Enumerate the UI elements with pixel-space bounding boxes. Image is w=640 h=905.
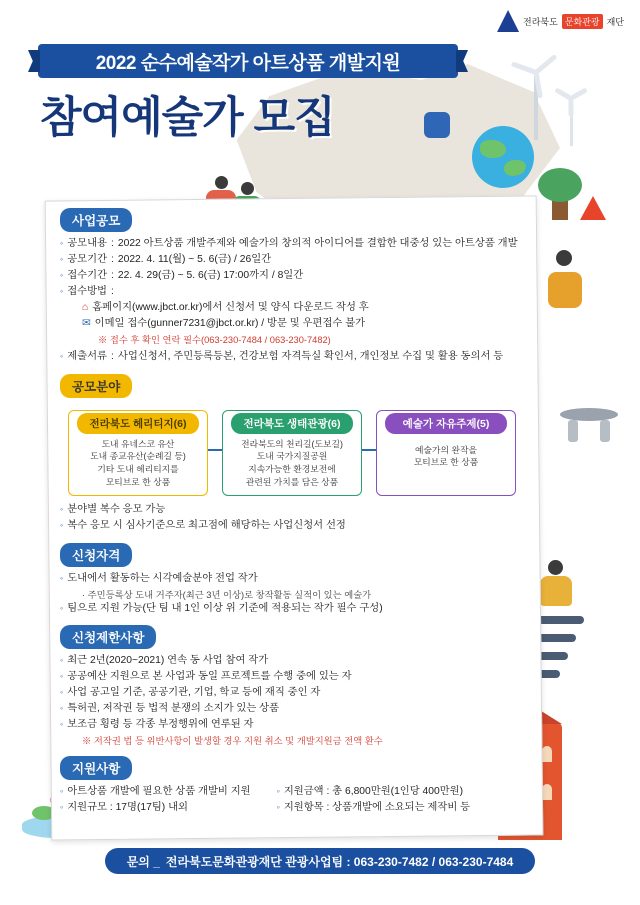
restriction-item-4: [60, 717, 530, 733]
bullet-icon: [60, 518, 63, 533]
restriction-item-2-text: 사업 공고일 기준, 공공기관, 기업, 학교 등에 재직 중인 자: [67, 687, 321, 699]
seated-person-illustration: [538, 560, 574, 620]
support-left-0-text: 아트상품 개발에 필요한 상품 개발비 지원: [67, 786, 251, 798]
sep: :: [111, 269, 114, 281]
bullet-icon: [60, 268, 63, 283]
bullet-icon: [277, 800, 280, 815]
hiker-illustration: [544, 248, 596, 338]
qualification-item-1-text: 팀으로 지원 가능(단 팀 내 1인 이상 위 기준에 적용되는 작가 필수 구성): [67, 602, 383, 614]
bullet-icon: [60, 685, 63, 700]
category-box-heritage: [68, 410, 208, 496]
bullet-icon: [60, 800, 63, 815]
contact-label: 문의 _: [126, 854, 160, 869]
support-column-left: [60, 784, 251, 816]
support-right-0: [277, 784, 470, 800]
bullet-icon: [60, 502, 63, 517]
row-call-content: [60, 236, 530, 252]
section-title-categories: 공모분야: [60, 374, 132, 398]
sep: :: [111, 238, 114, 249]
section-support: [60, 756, 530, 816]
qualification-item-0: [60, 571, 530, 587]
logo-text-3: 재단: [606, 16, 624, 27]
main-content: [60, 208, 530, 833]
category-box-heritage-header: 전라북도 헤리티지(6): [77, 413, 199, 434]
restriction-item-2: [60, 685, 530, 701]
bullet-icon: [60, 236, 63, 251]
submethod-mail: [82, 316, 530, 332]
mail-icon: ✉: [82, 317, 91, 329]
wind-turbine-icon: [534, 70, 538, 140]
row-receipt-period: [60, 268, 530, 284]
value-call-content: 2022 아트상품 개발주제와 예술가의 창의적 아이디어를 결합한 대중성 있는 아트상품 개발: [117, 238, 518, 249]
logo-text-1: 전라북도: [523, 16, 558, 27]
bullet-icon: [60, 669, 63, 684]
section-title-support: 지원사항: [60, 756, 132, 780]
submethod-mail-text: 이메일 접수(gunner7231@jbct.or.kr) / 방문 및 우편접수 불가: [94, 317, 366, 329]
restriction-item-3: [60, 701, 530, 717]
sep: :: [111, 285, 114, 297]
value-call-period: 2022. 4. 11(월) ~ 5. 6(금) / 26일간: [117, 253, 272, 265]
label-documents: 제출서류: [67, 350, 107, 362]
logo-mark-icon: [497, 10, 519, 32]
restriction-item-1-text: 공공예산 지원으로 본 사업과 동일 프로젝트를 수행 중에 있는 자: [67, 671, 352, 683]
wind-turbine-small-icon: [570, 96, 573, 146]
globe-icon: [472, 126, 534, 188]
category-box-ecotour-line-1: 도내 국가지질공원: [256, 451, 328, 462]
category-box-heritage-line-1: 도내 종교유산(순례길 등): [90, 451, 186, 462]
category-note-0-text: 분야별 복수 응모 가능: [67, 503, 166, 515]
organization-logo: [497, 10, 624, 32]
submethod-home-text: 홈페이지(www.jbct.or.kr)에서 신청서 및 양식 다운로드 작성 후: [92, 301, 369, 313]
category-box-free: [376, 410, 516, 496]
row-documents: [60, 349, 530, 365]
category-box-heritage-line-0: 도내 유네스코 유산: [101, 438, 175, 449]
bullet-icon: [60, 653, 63, 668]
label-submission-method: 접수방법: [67, 285, 107, 297]
category-box-free-header: 예술가 자유주제(5): [385, 413, 507, 434]
category-box-ecotour: [222, 410, 362, 496]
category-box-free-line-1: 모티브로 한 상품: [413, 457, 479, 468]
dolmen-illustration: [560, 408, 618, 442]
support-column-right: [277, 784, 470, 816]
tree-icon: [552, 190, 568, 220]
qualification-item-0-text: 도내에서 활동하는 시각예술분야 전업 작가: [67, 572, 258, 584]
qualification-item-1: [60, 601, 530, 617]
label-call-content: 공모내용: [67, 238, 107, 249]
support-right-1: [277, 800, 470, 816]
support-columns: [60, 784, 530, 816]
support-left-0: [60, 784, 251, 800]
restriction-item-1: [60, 669, 530, 685]
sep: :: [111, 350, 114, 362]
logo-text-2: 문화관광: [562, 14, 603, 29]
category-box-heritage-line-3: 모티브로 한 상품: [105, 476, 171, 487]
bullet-icon: [60, 717, 63, 732]
bullet-icon: [60, 571, 63, 586]
submethod-home: [82, 300, 530, 316]
category-box-ecotour-line-3: 관련된 가치를 담은 상품: [245, 476, 339, 487]
bullet-icon: [60, 252, 63, 267]
bullet-icon: [60, 284, 63, 299]
section-business-call: [60, 208, 530, 365]
section-title-business-call: 사업공모: [60, 208, 132, 232]
category-boxes: [68, 410, 530, 496]
support-left-1-text: 지원규모 : 17명(17팀) 내외: [67, 802, 188, 814]
category-box-free-line-0: 예술가의 완작을: [415, 444, 477, 455]
restriction-item-0-text: 최근 2년(2020~2021) 연속 동 사업 참여 작가: [67, 655, 269, 667]
restriction-item-4-text: 보조금 횡령 등 각종 부정행위에 연루된 자: [67, 719, 254, 731]
connector-line-1: [208, 449, 222, 451]
row-submission-method: [60, 284, 530, 300]
contact-footer: [105, 848, 535, 874]
category-note-0: [60, 502, 530, 518]
row-call-period: [60, 252, 530, 268]
submethod-note: ※ 접수 후 확인 연락 필수(063-230-7484 / 063-230-7482): [98, 334, 331, 345]
section-title-restrictions: 신청제한사항: [60, 625, 156, 649]
bullet-icon: [277, 784, 280, 799]
category-box-ecotour-header: 전라북도 생태관광(6): [231, 413, 353, 434]
value-receipt-period: 22. 4. 29(금) ~ 5. 6(금) 17:00까지 / 8일간: [117, 269, 304, 281]
bullet-icon: [60, 701, 63, 716]
support-right-1-text: 지원항목 : 상품개발에 소요되는 제작비 등: [283, 802, 471, 814]
support-left-1: [60, 800, 251, 816]
category-note-1: [60, 518, 530, 534]
bullet-icon: [60, 349, 63, 364]
label-receipt-period: 접수기간: [67, 269, 107, 281]
category-box-ecotour-line-2: 지속가능한 환경보전에: [248, 464, 336, 475]
connector-line-2: [362, 449, 376, 451]
sep: :: [111, 253, 114, 265]
category-box-ecotour-line-0: 전라북도의 천리길(도보길): [241, 438, 343, 449]
section-categories: [60, 374, 530, 534]
bullet-icon: [60, 601, 63, 616]
value-documents: 사업신청서, 주민등록등본, 건강보험 자격득실 확인서, 개인정보 수집 및 활용 동의서 등: [117, 350, 504, 362]
support-right-0-text: 지원금액 : 총 6,800만원(1인당 400만원): [283, 786, 464, 798]
contact-text: 전라북도문화관광재단 관광사업팀 : 063-230-7482 / 063-230-7484: [165, 854, 514, 869]
page-title: 참여예술가 모집: [40, 94, 335, 142]
ribbon-subtitle: 2022 순수예술작가 아트상품 개발지원: [38, 44, 458, 78]
section-qualification: [60, 543, 530, 617]
home-icon: ⌂: [82, 301, 89, 313]
category-note-1-text: 복수 응모 시 심사기준으로 최고점에 해당하는 사업신청서 선정: [67, 519, 346, 531]
qualification-subnote: · 주민등록상 도내 거주자(최근 3년 이상)로 창작활동 실적이 있는 예술가: [82, 589, 372, 600]
section-title-qualification: 신청자격: [60, 543, 132, 567]
restriction-note: ※ 저작권 법 등 위반사항이 발생할 경우 지원 취소 및 개발지원금 전액 환수: [82, 736, 383, 747]
restriction-item-3-text: 특허권, 저작권 등 법적 분쟁의 소지가 있는 상품: [67, 703, 280, 715]
section-restrictions: [60, 625, 530, 747]
restriction-item-0: [60, 653, 530, 669]
category-box-heritage-line-2: 기타 도내 헤리티지를: [97, 464, 179, 475]
bullet-icon: [60, 784, 63, 799]
label-call-period: 공모기간: [67, 253, 107, 265]
